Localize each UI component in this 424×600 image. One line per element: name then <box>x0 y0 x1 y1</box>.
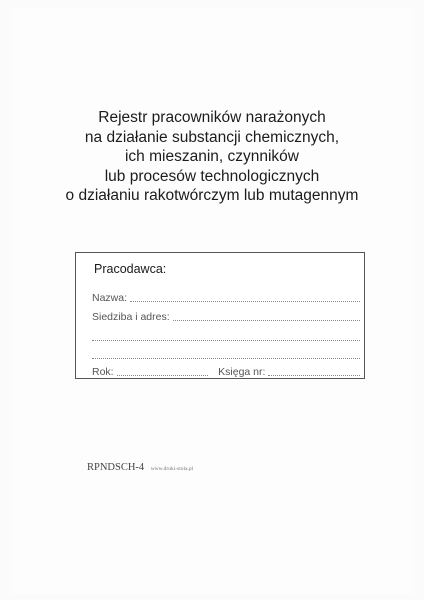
title-line-3: ich mieszanin, czynników <box>124 148 299 165</box>
footer <box>87 462 193 473</box>
publisher-url: www.druki-stola.pl <box>150 466 194 472</box>
address-extra-row-2 <box>92 347 360 361</box>
name-field-row <box>92 290 360 304</box>
address-extra-row-1 <box>92 329 360 343</box>
address-fill-line-3[interactable] <box>92 357 360 359</box>
form-code: RPNDSCH-4 <box>87 462 145 473</box>
seat-field-row <box>92 309 360 323</box>
seat-address-label: Siedziba i adres: <box>92 311 170 323</box>
title-line-5: o działaniu rakotwórczym lub mutagennym <box>65 187 359 204</box>
employer-form-box <box>75 252 365 379</box>
name-label: Nazwa: <box>92 292 128 304</box>
year-fill-line[interactable] <box>117 374 209 376</box>
year-book-row <box>92 364 360 378</box>
seat-address-fill-line[interactable] <box>173 319 360 321</box>
employer-label: Pracodawca: <box>94 262 167 276</box>
title-line-2: na działanie substancji chemicznych, <box>84 128 340 146</box>
book-number-label: Księga nr: <box>218 366 266 378</box>
name-fill-line[interactable] <box>130 300 360 302</box>
year-label: Rok: <box>92 366 114 378</box>
address-fill-line-2[interactable] <box>92 339 360 341</box>
title-line-4: lub procesów technologicznych <box>104 167 320 185</box>
title-line-1: Rejestr pracowników narażonych <box>98 109 326 126</box>
document-title <box>30 108 394 206</box>
book-number-fill-line[interactable] <box>268 374 360 376</box>
